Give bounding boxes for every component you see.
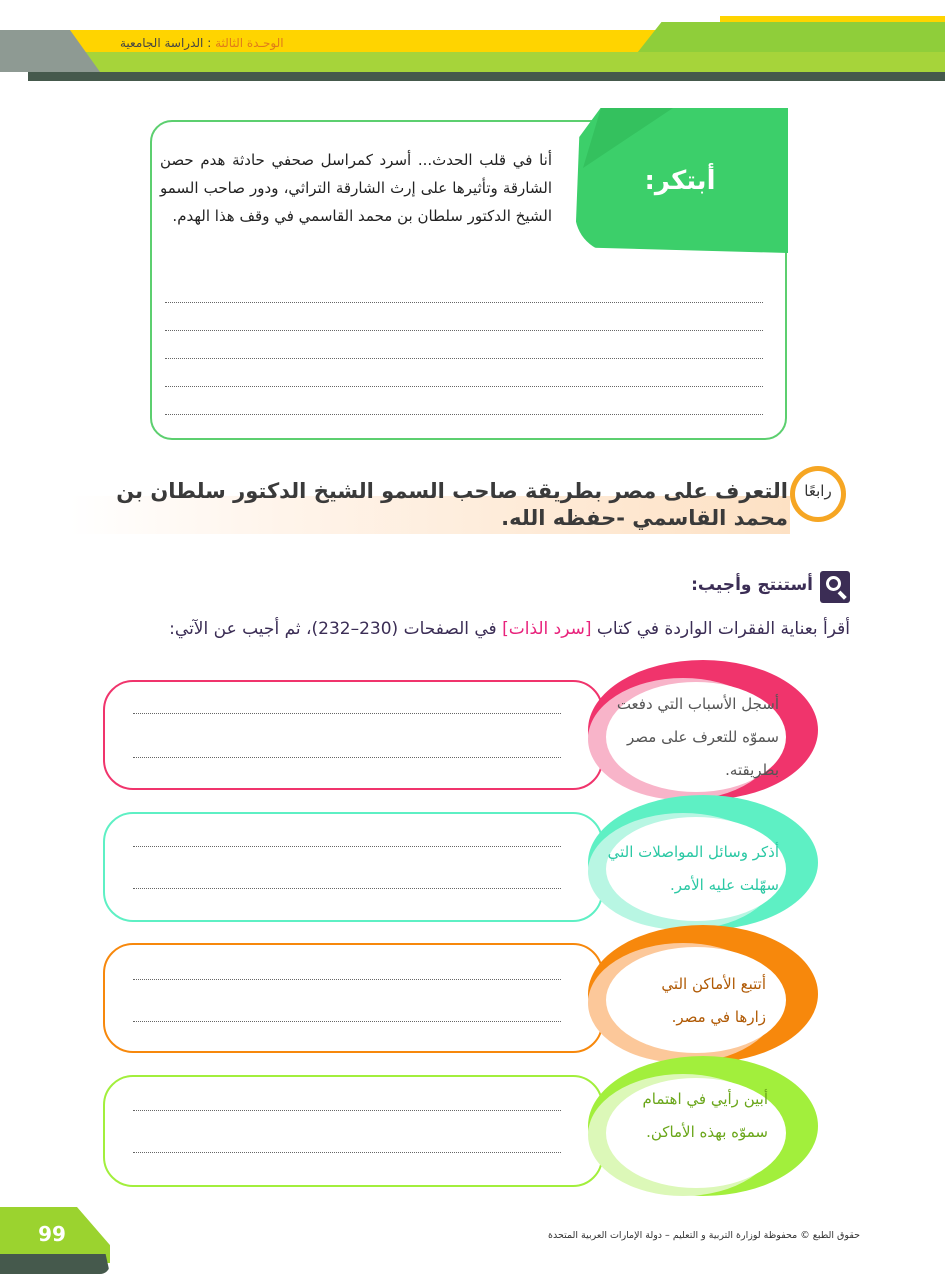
footer-copyright: حقوق الطبع © محفوظة لوزارة التربية و التعليم – دولة الإمارات العربية المتحدة bbox=[548, 1230, 860, 1241]
header-course: الدراسة الجامعية bbox=[120, 36, 204, 50]
instruction-book: [سرد الذات] bbox=[502, 619, 592, 639]
header-separator: : bbox=[207, 36, 212, 50]
innovate-label: أبتكر: bbox=[644, 166, 716, 196]
answer-3-line-2[interactable] bbox=[133, 1021, 561, 1022]
answer-4-line-1[interactable] bbox=[133, 1110, 561, 1111]
question-1-text: أسجل الأسباب التي دفعت سموّه للتعرف على مصر بطريقته. bbox=[616, 695, 779, 779]
answer-box-3 bbox=[103, 943, 603, 1053]
answer-1-line-1[interactable] bbox=[133, 713, 561, 714]
answer-3-line-1[interactable] bbox=[133, 979, 561, 980]
answer-4-line-2[interactable] bbox=[133, 1152, 561, 1153]
deduce-title: أستنتج وأجيب: bbox=[691, 575, 813, 595]
instruction-after: في الصفحات (230–232)، ثم أجيب عن الآتي: bbox=[169, 619, 503, 639]
answer-2-line-1[interactable] bbox=[133, 846, 561, 847]
page-number: 99 bbox=[38, 1222, 66, 1246]
answer-box-2 bbox=[103, 812, 603, 922]
innovate-answer-line-3[interactable] bbox=[165, 358, 763, 359]
answer-2-line-2[interactable] bbox=[133, 888, 561, 889]
deduce-instruction bbox=[110, 619, 850, 639]
innovate-prompt: أنا في قلب الحدث... أسرد كمراسل صحفي حادثة هدم حصن الشارقة وتأثيرها على إرث الشارقة التراثي، ودور صاحب السمو الشيخ الدكتور سلطان بن محمد القاسمي في وقف هذا الهدم. bbox=[160, 151, 552, 225]
instruction-before: أقرأ بعناية الفقرات الواردة في كتاب bbox=[591, 619, 850, 639]
header-green-bar bbox=[0, 52, 945, 72]
answer-1-line-2[interactable] bbox=[133, 757, 561, 758]
innovate-answer-line-4[interactable] bbox=[165, 386, 763, 387]
answer-box-1 bbox=[103, 680, 603, 790]
header-dark-rule bbox=[28, 72, 945, 81]
question-3-text: أتتبع الأماكن التي زارها في مصر. bbox=[661, 975, 766, 1026]
magnifier-icon bbox=[820, 571, 850, 603]
header-title bbox=[120, 36, 420, 50]
question-2-text: أذكر وسائل المواصلات التي سهّلت عليه الأمر. bbox=[607, 843, 779, 894]
innovate-answer-line-1[interactable] bbox=[165, 302, 763, 303]
section-badge-label: رابعًا bbox=[804, 482, 832, 500]
section-title: التعرف على مصر بطريقة صاحب السمو الشيخ الدكتور سلطان بن محمد القاسمي -حفظه الله. bbox=[116, 479, 788, 530]
answer-box-4 bbox=[103, 1075, 603, 1187]
header-unit: الوحـدة الثالثة bbox=[215, 36, 284, 50]
innovate-answer-line-5[interactable] bbox=[165, 414, 763, 415]
footer-dark-strip bbox=[0, 1254, 110, 1274]
question-4-text: أبين رأيي في اهتمام سموّه بهذه الأماكن. bbox=[642, 1090, 768, 1141]
innovate-answer-line-2[interactable] bbox=[165, 330, 763, 331]
